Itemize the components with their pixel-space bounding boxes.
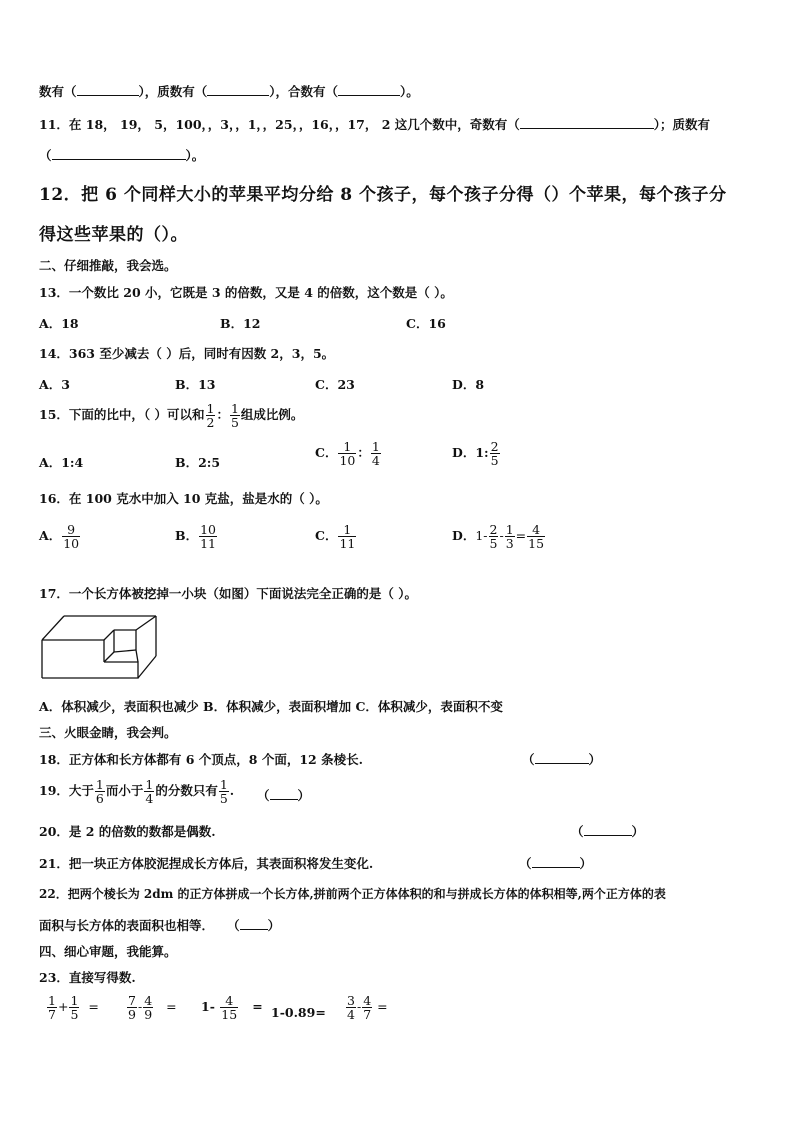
judge-blank[interactable]: （ ） (571, 824, 645, 839)
answer-blank[interactable] (520, 117, 654, 129)
option-d[interactable]: D．8 (452, 377, 485, 392)
option-b[interactable]: B．2:5 (175, 455, 221, 470)
q11-line1 (39, 115, 710, 133)
fraction: $\frac{1}{5}$ (230, 401, 239, 431)
option-c[interactable]: C． $\frac{1}{10}$ ： $\frac{1}{4}$ (315, 439, 380, 469)
option-c[interactable]: C．23 (315, 377, 355, 392)
q17-options[interactable]: A．体积减少，表面积也减少 B．体积减少，表面积增加 C．体积减少，表面积不变 (39, 699, 503, 714)
option-b[interactable]: B． $\frac{10}{11}$ (175, 522, 216, 552)
q11-line2 (39, 146, 204, 164)
q23-stem: 23．直接写得数. (39, 970, 136, 985)
fraction: $\frac{2}{5}$ (489, 522, 498, 552)
q10-text: ），合数有（ (269, 84, 339, 99)
answer-blank[interactable] (207, 84, 269, 96)
fraction: $\frac{1}{2}$ (206, 401, 215, 431)
option-d[interactable]: D．1- $\frac{2}{5}$ - $\frac{1}{3}$ = $\frac{4}{15}$ (452, 522, 545, 552)
q17-stem: 17．一个长方体被挖掉一小块（如图）下面说法完全正确的是（ ）。 (39, 586, 417, 601)
option-b[interactable]: B．13 (175, 377, 216, 392)
q11-text: ）；质数有 (653, 117, 711, 132)
q18-stem: 18．正方体和长方体都有 6 个顶点，8 个面，12 条棱长. (39, 752, 363, 767)
calc-expression-3: 1- $\frac{4}{15}$ = (201, 993, 263, 1023)
section-heading: 四、细心审题，我能算。 (39, 944, 177, 959)
fraction: $\frac{9}{10}$ (63, 522, 80, 552)
fraction: $\frac{10}{11}$ (200, 522, 216, 552)
q14-stem: 14．363 至少减去（ ）后，同时有因数 2，3，5。 (39, 346, 335, 361)
fraction: $\frac{1}{11}$ (339, 522, 356, 552)
q11-text: ）。 (185, 148, 205, 163)
q15-stem (39, 402, 303, 429)
fraction: $\frac{1}{4}$ (371, 439, 380, 469)
section-heading: 二、仔细推敲，我会选。 (39, 258, 177, 273)
q15-text: 组成比例。 (240, 407, 304, 423)
calc-expression-4: 1-0.89= (271, 1005, 326, 1020)
fraction: $\frac{1}{3}$ (505, 522, 514, 552)
q21-stem: 21．把一块正方体胶泥捏成长方体后，其表面积将发生变化. (39, 856, 374, 871)
q22-line1: 22．把两个棱长为 2dm 的正方体拼成一个长方体,拼前两个正方体体积的和与拼成长方体的体积相等,两个正方体的表 (39, 887, 666, 901)
q11-text: 11．在 18， 19， 5，100，，3，，1，，25，，16，，17， 2 这几个数中，奇数有（ (39, 117, 520, 132)
judge-blank[interactable]: （ ） (522, 752, 602, 767)
calc-expression-2: $\frac{7}{9}$ - $\frac{4}{9}$ = (128, 993, 177, 1023)
calc-expression-1: $\frac{1}{7}$ + $\frac{1}{5}$ = (48, 993, 99, 1023)
answer-blank[interactable] (77, 84, 139, 96)
fraction: $\frac{4}{15}$ (528, 522, 545, 552)
q15-text: 15．下面的比中，（ ）可以和 (39, 407, 205, 423)
fraction: $\frac{2}{5}$ (490, 439, 499, 469)
q12-line1: 12．把 6 个同样大小的苹果平均分给 8 个孩子，每个孩子分得（）个苹果，每个孩子分 (39, 185, 727, 205)
option-a[interactable]: A．3 (39, 377, 70, 392)
option-c[interactable]: C． $\frac{1}{11}$ (315, 522, 356, 552)
fraction: $\frac{1}{4}$ (145, 777, 154, 807)
answer-blank[interactable] (338, 84, 400, 96)
q20-stem: 20．是 2 的倍数的数都是偶数. (39, 824, 216, 839)
q10-tail-line (39, 82, 419, 100)
q12-line2: 得这些苹果的（）。 (39, 225, 188, 245)
fraction: $\frac{1}{6}$ (95, 777, 104, 807)
q10-text: ），质数有（ (138, 84, 208, 99)
colon: ： (216, 407, 229, 423)
fraction: $\frac{1}{10}$ (339, 439, 356, 469)
judge-blank[interactable]: （ ） (257, 788, 311, 803)
q13-stem: 13．一个数比 20 小，它既是 3 的倍数，又是 4 的倍数，这个数是（ ）。 (39, 285, 453, 300)
q22-line2: 面积与长方体的表面积也相等． （ ） (39, 918, 281, 933)
section-heading: 三、火眼金睛，我会判。 (39, 725, 177, 740)
judge-blank[interactable]: （ ） (519, 856, 593, 871)
judge-blank[interactable]: （ ） (227, 918, 281, 933)
cuboid-figure (40, 612, 160, 682)
answer-blank[interactable] (52, 148, 186, 160)
option-a[interactable]: A．18 (39, 316, 79, 331)
option-d[interactable]: D．1: $\frac{2}{5}$ (452, 439, 499, 469)
option-a[interactable]: A．1:4 (39, 455, 84, 470)
q10-text: 数有（ (39, 84, 77, 99)
q11-text: （ (39, 148, 52, 163)
calc-expression-5: $\frac{3}{4}$ - $\frac{4}{7}$ = (347, 993, 388, 1023)
q16-stem: 16．在 100 克水中加入 10 克盐，盐是水的（ ）。 (39, 491, 328, 506)
fraction: $\frac{1}{5}$ (219, 777, 228, 807)
q19-stem: 19．大于 $\frac{1}{6}$ 而小于 $\frac{1}{4}$ 的分数只有 $\frac{1}{5}$ . (39, 777, 235, 807)
option-c[interactable]: C．16 (406, 316, 446, 331)
option-a[interactable]: A． $\frac{9}{10}$ (39, 522, 80, 552)
option-b[interactable]: B．12 (220, 316, 261, 331)
q10-text: ）。 (400, 84, 419, 99)
